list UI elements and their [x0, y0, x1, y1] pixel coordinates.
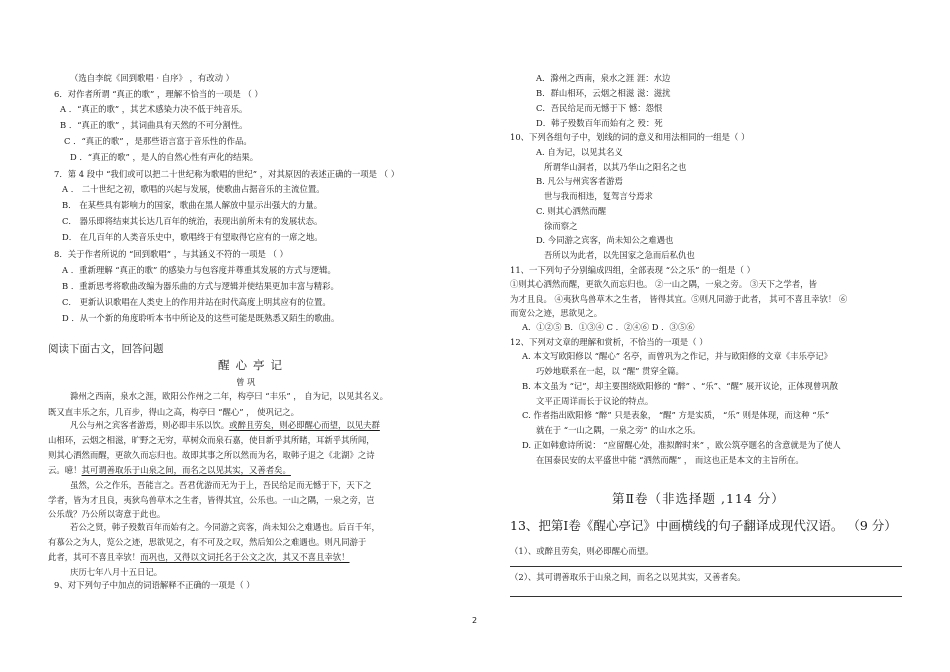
left-line-18: 曾 巩: [236, 377, 256, 387]
right-line-8: 世与我而相违，复驾言兮焉求: [544, 191, 653, 201]
right-line-15: 为才且良。 ④夷狄鸟兽草木之生者， 皆得其宜。⑤则凡同游于此者， 其可不喜且幸欤！ ⑥: [510, 294, 848, 304]
right-line-5: A. 自为记，以见其名义: [536, 147, 623, 157]
left-line-9: C． 器乐即将结束其长达几百年的统治，表现出前所未有的发展状态。: [62, 216, 323, 226]
left-line-21: 凡公与州之宾客者游焉，则必即丰乐以饮。或醉且劳矣，则必即醒心而望，以见夫群: [70, 420, 380, 430]
left-line-16: 阅读下面古文，回答问题: [48, 343, 164, 355]
left-line-27: 公乐哉？乃公所以寄意于此也。: [48, 509, 166, 519]
right-line-28: 13、把第Ⅰ卷《醒心亭记》中画横线的句子翻译成现代汉语。 （9 分）: [510, 518, 897, 533]
right-line-3: D．韩子殁数百年而始有之 殁：死: [536, 118, 663, 128]
left-line-19: 滁州之西南，泉水之涯，欧阳公作州之二年，构亭曰 “丰乐” ， 自为记，以见其名义。: [70, 391, 389, 401]
right-line-1: B．群山相环，云烟之相滋 滋：滋扰: [536, 88, 671, 98]
left-line-13: B ．重新思考将歌曲改编为器乐曲的方式与逻辑并使结果更加丰富与精彩。: [62, 281, 339, 291]
right-line-25: D. 正如韩愈诗所说： “应留醒心处，准拟醉时来” ，欧公筑亭题名的含意就是为了使人: [522, 440, 841, 450]
right-line-24: 就在于 “一山之隅，一泉之旁” 的山水之乐。: [536, 425, 701, 435]
left-line-1: 6．对作者所谓 “真正的歌” ，理解不恰当的一项是 （ ）: [54, 89, 263, 99]
right-line-18: 12、下列对文章的理解和赏析，不恰当的一项是（ ）: [510, 337, 708, 347]
page-number: 2: [472, 616, 478, 625]
right-line-19: A. 本文写欧阳修以 “醒心” 名亭，而曾巩为之作记，并与欧阳修的文章《丰乐亭记》: [522, 351, 833, 361]
right-line-17: A．①②⑤ B．①③④ C ．②④⑥ D ．③⑤⑥: [522, 322, 695, 332]
right-line-0: A．滁州之西南，泉水之涯 涯：水边: [536, 73, 671, 83]
right-line-20: 巧妙地联系在一起，以 “醒” 贯穿全篇。: [536, 366, 684, 376]
left-line-4: C ．“真正的歌” ，是那些语言富于音乐性的作品。: [64, 136, 252, 146]
answer-line-1[interactable]: [510, 566, 902, 567]
right-line-26: 在国泰民安的太平盛世中能 “洒然而醒” ， 而这也正是本文的主旨所在。: [536, 455, 804, 465]
right-line-11: D. 今同游之宾客，尚未知公之难遇也: [536, 235, 674, 245]
right-line-6: 所谓华山洞者，以其乃华山之阳名之也: [544, 162, 687, 172]
right-line-29: （1）、或醉且劳矣，则必即醒心而望。: [510, 546, 654, 556]
left-line-11: 8．关于作者所说的 “回到歌唱” ，与其涵义不符的一项是 （ ）: [54, 249, 288, 259]
left-line-30: 此者，其可不喜且幸欤！而巩也，又得以文词托名于公文之次，其又不喜且幸欤！: [48, 552, 350, 562]
right-line-14: ①则其心洒然而醒，更欲久而忘归也。 ②一山之隅，一泉之旁。 ③天下之学者，皆: [510, 279, 817, 289]
left-line-5: D ．“真正的歌” ，是人的自然心性有声化的结果。: [70, 152, 259, 162]
right-line-21: B. 本文虽为 “记”，却主要围绕欧阳修的 “醉” 、“乐”、“醒” 展开议论，正体现曾巩散: [522, 381, 839, 391]
left-line-8: B． 在某些具有影响力的国家，歌曲在黑人解放中显示出强大的力量。: [62, 200, 323, 210]
left-line-17: 醒心亭记: [218, 358, 288, 372]
left-line-25: 虽然，公之作乐，吾能言之。吾君优游而无为于上，吾民给足而无憾于下，天下之: [70, 480, 372, 490]
left-line-24: 云。噫！其可谓善取乐于山泉之间，而名之以见其实，又善者矣。: [48, 465, 291, 475]
left-line-6: 7．第 4 段中 “我们或可以把二十世纪称为歌唱的世纪” ，对其原因的表述正确的一项是 （ ）: [54, 169, 400, 179]
right-line-4: 10、下列各组句子中，划线的词的意义和用法相同的一组是（ ）: [510, 132, 750, 142]
left-line-12: A ．重新理解 “真正的歌” 的感染力与包容度并尊重其发展的方式与逻辑。: [62, 265, 336, 275]
right-line-22: 文平正周详而长于议论的特点。: [536, 396, 654, 406]
right-line-2: C．吾民给足而无憾于下 憾：怨恨: [536, 103, 663, 113]
left-line-29: 有慕公之为人，览公之迹，思欲见之，有不可及之叹，然后知公之难遇也。则凡同游于: [48, 537, 367, 547]
left-line-14: C． 更新认识歌唱在人类史上的作用并站在时代高度上明其应有的位置。: [62, 297, 331, 307]
left-line-20: 既又直丰乐之东，几百步，得山之高，构亭曰 “醒心” ， 使巩记之。: [48, 407, 300, 417]
left-line-10: D． 在几百年的人类音乐史中，歌唱终于有望取得它应有的一席之地。: [62, 232, 323, 242]
answer-line-2[interactable]: [510, 596, 902, 597]
right-line-12: 吾所以为此者，以先国家之急而后私仇也: [544, 250, 695, 260]
right-line-23: C. 作者指出欧阳修 “醉” 只是表象， “醒” 方是实质， “乐” 则是体现，而这种 “乐”: [522, 410, 830, 420]
left-line-15: D ．从一个新的角度聆听本书中所论及的这些可能是既熟悉又陌生的歌曲。: [62, 313, 340, 323]
left-line-3: B ．“真正的歌” ，其词曲具有天然的不可分割性。: [60, 120, 248, 130]
left-line-28: 若公之贤，韩子殁数百年而始有之。今同游之宾客，尚未知公之难遇也。后百千年，: [70, 522, 380, 532]
left-line-0: （选自李皖《回到歌唱 · 自序》 ，有改动 ）: [70, 73, 235, 83]
right-line-9: C. 则其心洒然而醒: [536, 206, 607, 216]
left-line-23: 则其心洒然而醒，更欲久而忘归也。故即其事之所以然而为名，取韩子退之《北湖》之诗: [48, 450, 375, 460]
right-line-13: 11、一下列句子分别编成四组，全部表现 “公之乐” 的一组是（ ）: [510, 265, 755, 275]
left-line-32: 9、对下列句子中加点的词语解释不正确的一项是（ ）: [54, 580, 255, 590]
right-line-10: 徐而察之: [544, 221, 578, 231]
left-line-26: 学者，皆为才且良，夷狄鸟兽草木之生者，皆得其宜，公乐也。一山之隅，一泉之旁，岂: [48, 495, 375, 505]
left-line-22: 山相环，云烟之相滋，旷野之无穷，草树众而泉石嘉，使目新乎其所睹，耳新乎其所闻，: [48, 435, 375, 445]
right-line-16: 而宽公之迹，思欲见之。: [510, 308, 603, 318]
left-line-31: 庆历七年八月十五日记。: [70, 567, 163, 577]
right-line-27: 第Ⅱ卷（非选择题 ,114 分）: [612, 491, 785, 506]
right-line-30: （2）、其可谓善取乐于山泉之间，而名之以见其实，又善者矣。: [510, 572, 746, 582]
left-line-2: A ．“真正的歌” ，其艺术感染力决不低于纯音乐。: [60, 104, 248, 114]
left-line-7: A ． 二十世纪之初，歌唱的兴起与发展，使歌曲占据音乐的主流位置。: [62, 184, 325, 194]
right-line-7: B. 凡公与州宾客者游焉: [536, 176, 623, 186]
